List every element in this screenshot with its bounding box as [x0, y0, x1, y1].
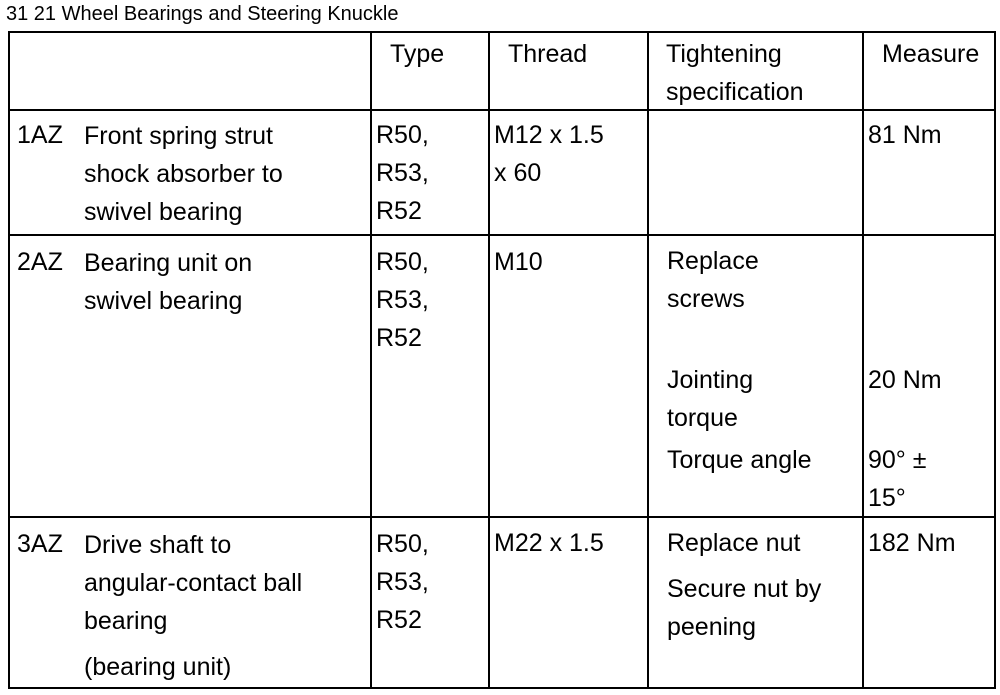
column-divider [647, 31, 649, 689]
row-measure-line: 90° ± [868, 446, 927, 474]
row-description-line: bearing [84, 607, 168, 635]
row-type-line: R50, [376, 530, 429, 558]
document-title: 31 21 Wheel Bearings and Steering Knuckle [6, 3, 399, 25]
row-divider [8, 234, 996, 236]
row-type-line: R53, [376, 159, 429, 187]
row-type-line: R53, [376, 286, 429, 314]
row-thread-line: M22 x 1.5 [494, 529, 604, 557]
column-divider [862, 31, 864, 689]
row-measure-line: 15° [868, 484, 906, 512]
row-type-line: R52 [376, 197, 422, 225]
row-description-line: Bearing unit on [84, 249, 253, 277]
row-description-line: angular-contact ball [84, 569, 303, 597]
row-thread-line: x 60 [494, 159, 542, 187]
row-description-line: swivel bearing [84, 287, 243, 315]
row-type-line: R50, [376, 248, 429, 276]
row-measure-line: 20 Nm [868, 366, 942, 394]
row-type-line: R50, [376, 121, 429, 149]
row-specification-line: peening [667, 613, 756, 641]
row-description-line: (bearing unit) [84, 653, 232, 681]
row-specification-line: screws [667, 285, 745, 313]
header-specification-line1: Tightening [666, 40, 782, 68]
row-type-line: R52 [376, 606, 422, 634]
row-divider [8, 516, 996, 518]
row-specification-line: torque [667, 404, 738, 432]
header-measure: Measure [882, 40, 980, 68]
column-divider [488, 31, 490, 689]
row-thread-line: M12 x 1.5 [494, 121, 604, 149]
row-code: 3AZ [17, 530, 63, 558]
row-description-line: Front spring strut [84, 122, 273, 150]
row-type-line: R52 [376, 324, 422, 352]
row-specification-line: Jointing [667, 366, 754, 394]
row-divider [8, 109, 996, 111]
row-description-line: shock absorber to [84, 160, 283, 188]
row-specification-line: Replace nut [667, 529, 801, 557]
row-code: 1AZ [17, 121, 63, 149]
row-thread-line: M10 [494, 248, 543, 276]
row-code: 2AZ [17, 248, 63, 276]
row-specification-line: Replace [667, 247, 759, 275]
row-specification-line: Torque angle [667, 446, 812, 474]
row-specification-line: Secure nut by [667, 575, 822, 603]
row-description-line: swivel bearing [84, 198, 243, 226]
column-divider [370, 31, 372, 689]
header-thread: Thread [508, 40, 588, 68]
row-type-line: R53, [376, 568, 429, 596]
header-type: Type [390, 40, 445, 68]
header-specification-line2: specification [666, 78, 804, 106]
row-measure-line: 182 Nm [868, 529, 956, 557]
row-measure-line: 81 Nm [868, 121, 942, 149]
row-description-line: Drive shaft to [84, 531, 232, 559]
